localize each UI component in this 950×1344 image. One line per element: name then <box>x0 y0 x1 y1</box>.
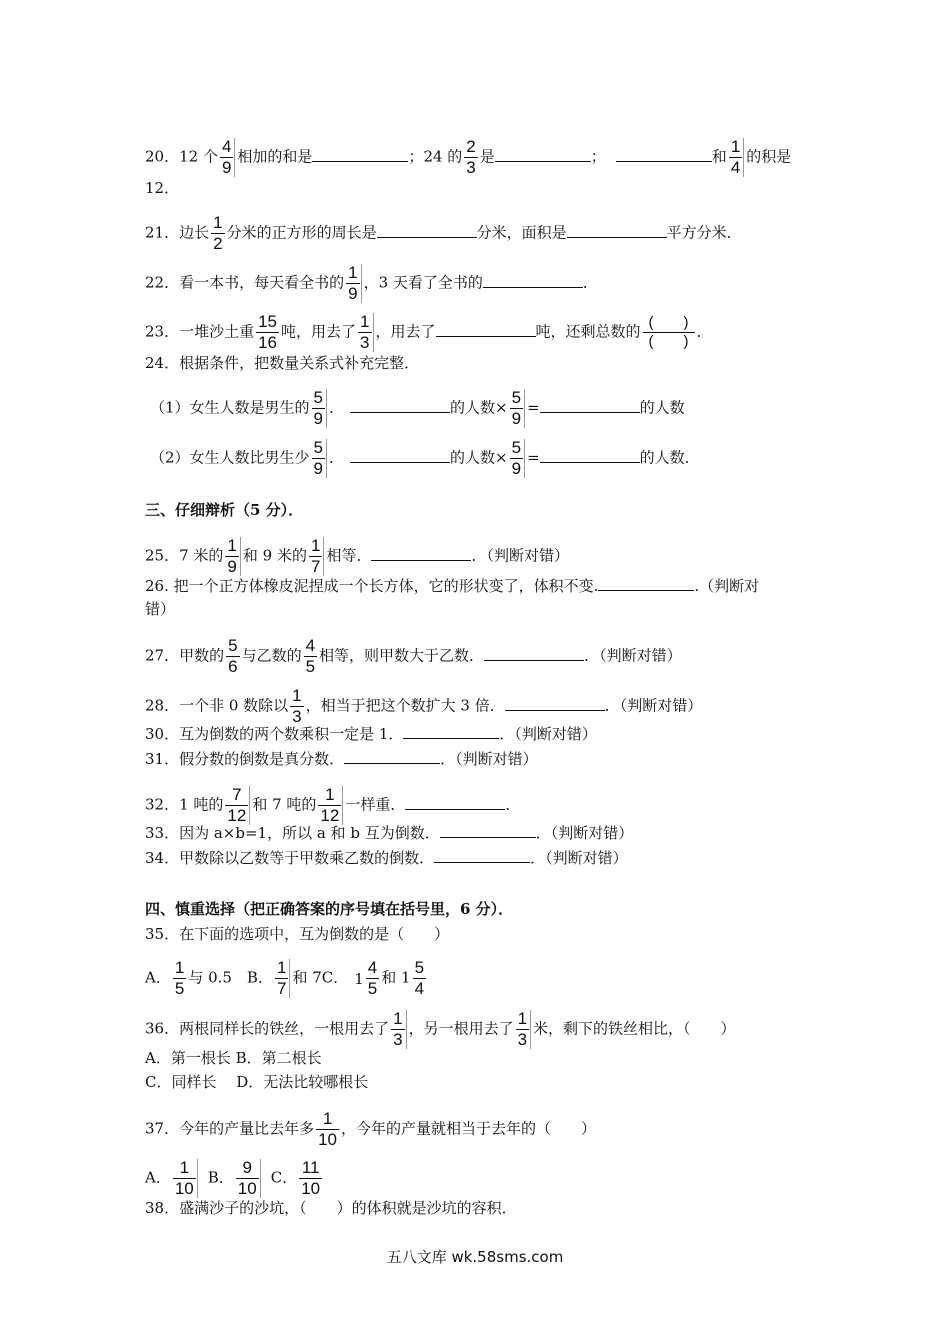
q32-text: ． <box>505 795 521 814</box>
q25-text: 相等． <box>326 546 372 565</box>
question-24: 24．根据条件，把数量关系式补充完整． <box>145 354 420 372</box>
numerator: 5 <box>313 388 324 407</box>
q23-text: 吨，用去了 <box>281 322 357 341</box>
denominator: 6 <box>228 657 238 676</box>
denominator: 3 <box>360 333 370 352</box>
answer-blank[interactable] <box>567 223 667 238</box>
question-34 <box>145 848 628 868</box>
answer-blank[interactable] <box>350 398 450 413</box>
numerator: 1 <box>360 312 370 331</box>
fraction <box>211 214 224 253</box>
q22-text: 22．看一本书，每天看全书的 <box>145 273 345 292</box>
answer-blank[interactable] <box>483 273 583 288</box>
q23-text: ，用去了 <box>375 322 436 341</box>
q21-text: 21．边长 <box>145 223 210 242</box>
numerator: 1 <box>276 958 287 977</box>
q20-text: 的积是 <box>746 147 792 166</box>
question-25 <box>145 537 569 576</box>
q31-text: 31．假分数的倒数是真分数． <box>145 750 345 768</box>
question-22 <box>145 264 598 303</box>
answer-blank[interactable] <box>598 576 694 591</box>
q20-text: 相加的和是 <box>237 147 313 166</box>
denominator: 3 <box>393 1030 403 1049</box>
fraction <box>309 537 324 576</box>
answer-blank[interactable] <box>440 823 536 838</box>
numerator: 5 <box>228 636 238 655</box>
fraction <box>318 786 343 825</box>
question-38: 38．盛满沙子的沙坑，（ ）的体积就是沙坑的容积． <box>145 1199 517 1217</box>
q24-2-text: （2）女生人数比男生少 <box>150 448 310 467</box>
numerator: 1 <box>213 213 223 232</box>
answer-blank[interactable] <box>312 147 408 162</box>
fraction <box>510 439 525 478</box>
denominator: 3 <box>292 707 302 726</box>
option-b-label[interactable]: B． <box>207 1168 234 1187</box>
q30-text: 30．互为倒数的两个数乘积一定是 1． <box>145 725 404 743</box>
numerator: 1 <box>325 785 335 804</box>
q23-text: 23．一堆沙土重 <box>145 322 255 341</box>
q27-text: 相等，则甲数大于乙数． <box>319 646 485 665</box>
q33-text: 33．因为 a×b=1，所以 a 和 b 互为倒数． <box>145 824 440 842</box>
fraction <box>226 637 239 676</box>
question-23 <box>145 313 712 352</box>
q32-text: 一样重． <box>345 795 406 814</box>
denominator: 5 <box>367 979 378 998</box>
fraction <box>256 313 279 352</box>
numerator: 1 <box>292 686 302 705</box>
numerator: 1 <box>179 1158 190 1177</box>
answer-blank[interactable] <box>377 223 477 238</box>
numerator: 4 <box>221 137 232 156</box>
q22-text: ． <box>582 273 598 292</box>
question-37-options <box>145 1159 324 1198</box>
q30-text: ．（判断对错） <box>499 725 597 743</box>
numerator: 1 <box>310 536 321 555</box>
fraction <box>366 959 379 998</box>
numerator: 4 <box>367 958 378 977</box>
numerator: 4 <box>305 636 316 655</box>
fraction <box>173 1159 198 1198</box>
q25-text: ．（判断对错） <box>471 546 569 565</box>
numerator: 1 <box>227 536 237 555</box>
question-21 <box>145 214 742 253</box>
answer-blank[interactable] <box>540 398 640 413</box>
numerator: 11 <box>301 1158 320 1177</box>
q32-text: 和 7 吨的 <box>252 795 317 814</box>
fraction <box>346 264 361 303</box>
question-36-options-row2[interactable]: C．同样长 D．无法比较哪根长 <box>145 1073 369 1091</box>
mixed-number <box>354 959 381 998</box>
numerator: 7 <box>232 785 242 804</box>
section-4-heading: 四、慎重选择（把正确答案的序号填在括号里，6 分）． <box>145 900 514 918</box>
numerator: 9 <box>242 1158 252 1177</box>
denominator: 10 <box>301 1179 321 1198</box>
answer-blank[interactable] <box>344 749 440 764</box>
option-text[interactable]: 和 1 <box>381 968 411 987</box>
q24-2-text: = <box>527 448 540 467</box>
q23-text: 吨，还剩总数的 <box>535 322 641 341</box>
numerator: 5 <box>511 438 522 457</box>
question-26 <box>145 576 759 596</box>
fraction <box>299 1159 322 1198</box>
q36-text: 米，剩下的铁丝相比，（ ） <box>533 1019 736 1038</box>
denominator: 9 <box>313 409 324 428</box>
q24-2-text: 的人数． <box>639 448 700 467</box>
denominator: 3 <box>517 1030 528 1049</box>
blank-fraction[interactable] <box>643 314 695 351</box>
q36-text: ，另一根用去了 <box>408 1019 514 1038</box>
fraction <box>290 687 303 726</box>
footer-watermark: 五八文库 wk.58sms.com <box>386 1248 564 1266</box>
q28-text: ，相当于把这个数扩大 3 倍． <box>305 696 505 715</box>
q27-text: 27．甲数的 <box>145 646 225 665</box>
denominator: 9 <box>313 459 324 478</box>
fraction <box>516 1010 531 1049</box>
whole-part: 1 <box>354 969 364 988</box>
denominator: 9 <box>221 158 232 177</box>
question-20 <box>145 138 791 177</box>
numerator: 5 <box>313 438 324 457</box>
denominator: 3 <box>466 158 476 177</box>
answer-blank[interactable] <box>540 448 640 463</box>
q26-continuation: 错） <box>145 600 176 618</box>
fraction <box>236 1159 261 1198</box>
denominator: 10 <box>174 1179 194 1198</box>
option-a-label[interactable]: A． <box>145 968 171 987</box>
denominator: 7 <box>276 979 287 998</box>
q31-text: ．（判断对错） <box>440 750 538 768</box>
option-text[interactable]: 与 0.5 B． <box>188 968 273 987</box>
numerator: 5 <box>414 958 425 977</box>
fraction <box>316 1110 339 1149</box>
denominator: 16 <box>258 333 278 352</box>
fraction <box>729 138 744 177</box>
numerator: 1 <box>322 1109 333 1128</box>
q24-2-text: ． <box>329 448 345 467</box>
question-30 <box>145 724 597 744</box>
answer-blank[interactable] <box>350 448 450 463</box>
q21-text: 分米的正方形的周长是 <box>226 223 377 242</box>
q21-text: 分米，面积是 <box>476 223 567 242</box>
q28-text: 28．一个非 0 数除以 <box>145 696 289 715</box>
q24-1-text: （1）女生人数是男生的 <box>150 398 310 417</box>
q24-1-text: ． <box>329 398 345 417</box>
q20-text: 和 <box>711 147 727 166</box>
numerator: 1 <box>517 1009 528 1028</box>
question-32 <box>145 786 520 825</box>
q24-1-text: = <box>527 398 540 417</box>
option-c-label[interactable]: C． <box>270 1168 298 1187</box>
numerator: 2 <box>466 137 476 156</box>
fraction <box>304 637 317 676</box>
q33-text: ．（判断对错） <box>535 824 634 842</box>
q37-text: 37．今年的产量比去年多 <box>145 1119 315 1138</box>
question-28 <box>145 687 702 726</box>
fraction <box>312 389 327 428</box>
q27-text: 与乙数的 <box>241 646 302 665</box>
q28-text: ．（判断对错） <box>604 696 703 715</box>
fraction <box>413 959 426 998</box>
q34-text: 34．甲数除以乙数等于甲数乘乙数的倒数． <box>145 849 435 867</box>
q20-text: ；24 的 <box>408 147 463 166</box>
answer-blank[interactable] <box>405 795 505 810</box>
denominator: 9 <box>511 459 522 478</box>
section-3-heading: 三、仔细辩析（5 分）． <box>145 501 304 519</box>
fraction <box>391 1010 406 1049</box>
question-24-2 <box>150 439 700 478</box>
denominator: 9 <box>511 409 522 428</box>
denominator: 12 <box>320 806 340 825</box>
question-37 <box>145 1110 596 1149</box>
question-35: 35．在下面的选项中，互为倒数的是（ ） <box>145 925 450 943</box>
answer-blank[interactable] <box>403 724 499 739</box>
q32-text: 32．1 吨的 <box>145 795 224 814</box>
answer-blank[interactable] <box>616 147 712 162</box>
answer-blank[interactable] <box>505 696 605 711</box>
fraction <box>358 313 373 352</box>
question-36-options-row1[interactable]: A．第一根长 B．第二根长 <box>145 1049 322 1067</box>
question-27 <box>145 637 682 676</box>
denominator: 10 <box>318 1130 338 1149</box>
denominator-blank[interactable]: ( ) <box>643 332 695 351</box>
numerator: 5 <box>511 388 522 407</box>
fraction <box>275 959 290 998</box>
numerator-blank[interactable]: ( ) <box>648 314 689 331</box>
q26-text: 26. 把一个正方体橡皮泥捏成一个长方体，它的形状变了，体积不变. <box>145 577 599 595</box>
numerator: 1 <box>393 1009 403 1028</box>
question-35-options <box>145 959 428 998</box>
q20-text: 是 <box>479 147 495 166</box>
question-33 <box>145 823 633 843</box>
q27-text: ．（判断对错） <box>584 646 682 665</box>
numerator: 1 <box>730 137 741 156</box>
answer-blank[interactable] <box>495 147 591 162</box>
q24-2-text: 的人数× <box>450 448 508 467</box>
denominator: 10 <box>237 1179 257 1198</box>
numerator: 1 <box>348 263 358 282</box>
fraction <box>225 537 240 576</box>
answer-blank[interactable] <box>484 646 584 661</box>
q34-text: ．（判断对错） <box>530 849 628 867</box>
denominator: 9 <box>348 284 358 303</box>
question-24-1 <box>150 389 685 428</box>
answer-blank[interactable] <box>371 546 471 561</box>
denominator: 2 <box>213 234 223 253</box>
q20-text: 20．12 个 <box>145 147 218 166</box>
denominator: 4 <box>414 979 425 998</box>
q24-1-text: 的人数 <box>639 398 685 417</box>
fraction <box>225 786 250 825</box>
numerator: 15 <box>258 312 278 331</box>
denominator: 9 <box>227 557 237 576</box>
q20-continuation: 12． <box>145 179 180 197</box>
denominator: 4 <box>730 158 741 177</box>
answer-blank[interactable] <box>436 322 536 337</box>
fraction <box>464 138 477 177</box>
q36-text: 36．两根同样长的铁丝，一根用去了 <box>145 1019 390 1038</box>
numerator: 1 <box>174 958 185 977</box>
question-31 <box>145 749 538 769</box>
fraction <box>220 138 235 177</box>
fraction <box>312 439 327 478</box>
q25-text: 和 9 米的 <box>242 546 307 565</box>
q37-text: ，今年的产量就相当于去年的（ ） <box>341 1119 597 1138</box>
q23-text: ． <box>696 322 712 341</box>
q22-text: ，3 天看了全书的 <box>363 273 483 292</box>
denominator: 7 <box>310 557 321 576</box>
question-36 <box>145 1010 736 1049</box>
option-text[interactable]: 和 7C． <box>292 968 349 987</box>
option-a-label[interactable]: A． <box>145 1168 171 1187</box>
answer-blank[interactable] <box>434 848 530 863</box>
q26-text: .（判断对 <box>694 577 760 595</box>
denominator: 12 <box>227 806 247 825</box>
denominator: 5 <box>174 979 185 998</box>
q21-text: 平方分米． <box>666 223 742 242</box>
fraction <box>173 959 186 998</box>
q24-1-text: 的人数× <box>450 398 508 417</box>
denominator: 5 <box>305 657 316 676</box>
q20-text: ； <box>590 147 606 166</box>
q25-text: 25．7 米的 <box>145 546 224 565</box>
fraction <box>510 389 525 428</box>
